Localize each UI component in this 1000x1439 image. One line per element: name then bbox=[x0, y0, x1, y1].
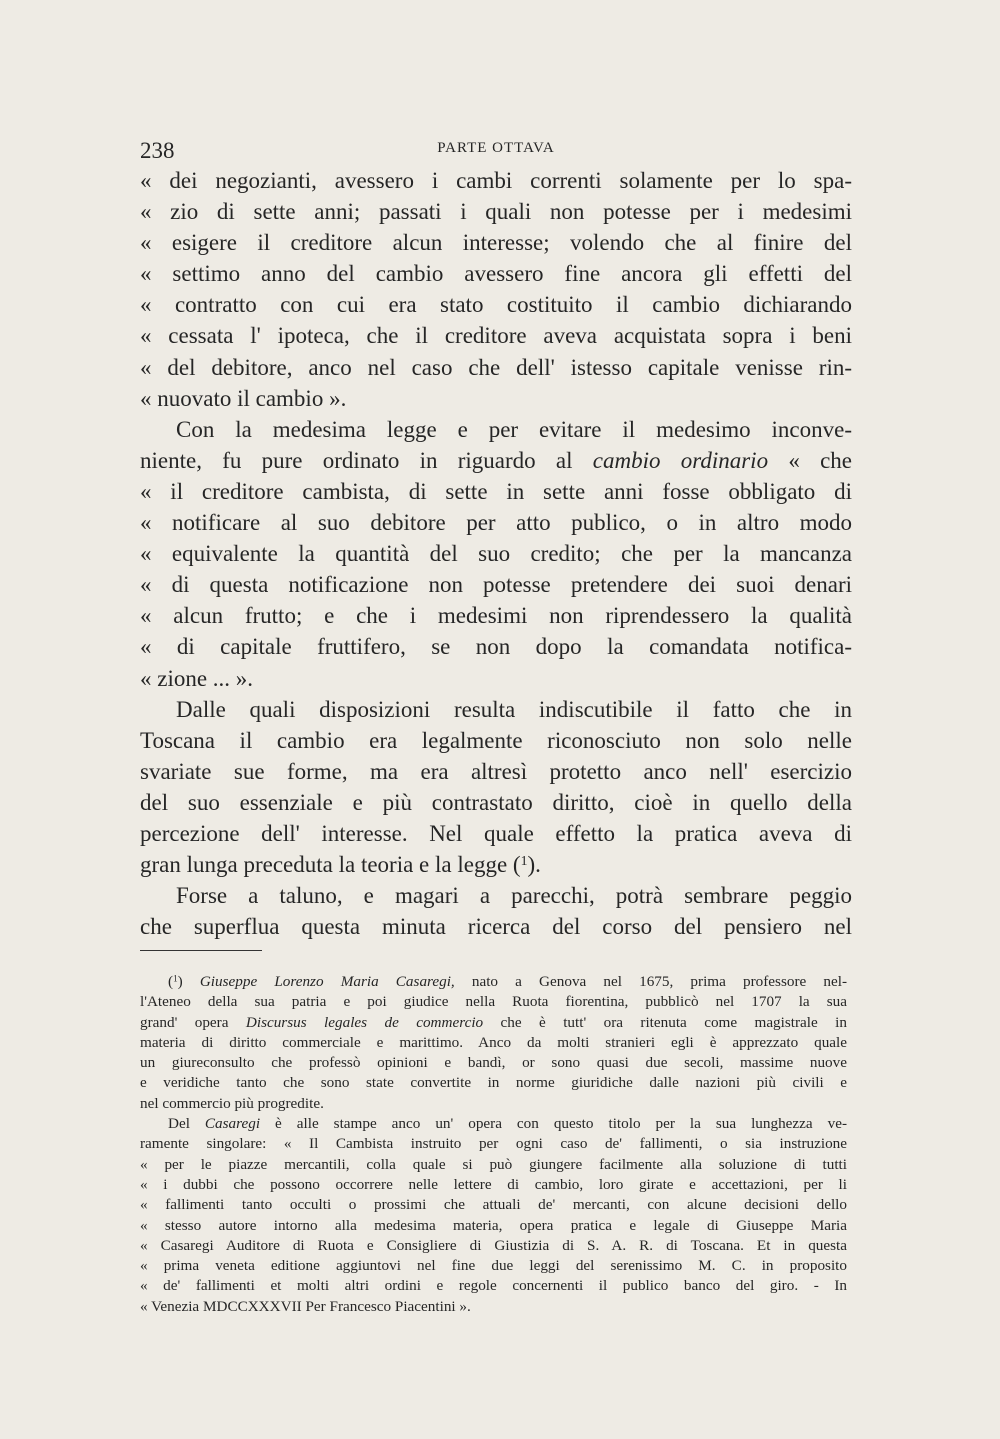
footnote-text-segment: è alle stampe anco un' opera con questo titolo per la sua lunghezza ve- bbox=[260, 1115, 847, 1133]
footnote-line: « Casaregi Auditore di Ruota e Consigliere di Giustizia di S. A. R. di Toscana. Et in questa bbox=[140, 1236, 847, 1254]
body-line: « nuovato il cambio ». bbox=[140, 385, 347, 411]
body-line: « di capitale fruttifero, se non dopo la comandata notifica- bbox=[140, 634, 852, 660]
footnote-reference: 1 bbox=[520, 853, 528, 869]
body-text-segment: gran lunga preceduta la teoria e la legge ( bbox=[140, 852, 521, 878]
page-header bbox=[140, 138, 852, 168]
footnote-line: « i dubbi che possono occorrere nelle lettere di cambio, loro girate e accettazioni, per li bbox=[140, 1175, 847, 1193]
footnote-line: nel commercio più progredite. bbox=[140, 1094, 324, 1112]
footnote-line: « stesso autore intorno alla medesima materia, opera pratica e legale di Giuseppe Maria bbox=[140, 1216, 847, 1234]
footnote-line: « Venezia MDCCXXXVII Per Francesco Piacentini ». bbox=[140, 1297, 471, 1315]
body-line: « equivalente la quantità del suo credito; che per la mancanza bbox=[140, 541, 852, 567]
body-line: « settimo anno del cambio avessero fine ancora gli effetti del bbox=[140, 261, 852, 287]
body-text-segment: niente, fu pure ordinato in riguardo al bbox=[140, 447, 573, 473]
body-line-mixed bbox=[140, 445, 852, 476]
footnote-line bbox=[140, 1114, 847, 1134]
body-line: « di questa notificazione non potesse pretendere dei suoi denari bbox=[140, 572, 852, 598]
italic-name: Giuseppe Lorenzo Maria Casaregi, bbox=[199, 973, 455, 990]
body-line: « zione ... ». bbox=[140, 665, 254, 691]
body-line: « contratto con cui era stato costituito il cambio dichiarando bbox=[140, 292, 852, 318]
page-number: 238 bbox=[140, 138, 175, 163]
footnote-line: materia di diritto commerciale e marittimo. Anco da molti stranieri egli è apprezzato quale bbox=[140, 1033, 847, 1051]
footnote-line: « prima veneta editione aggiuntovi nel fine due leggi del serenissimo M. C. in proposito bbox=[140, 1257, 847, 1275]
body-line: svariate sue forme, ma era altresì protetto anco nell' esercizio bbox=[140, 758, 852, 784]
body-line: « il creditore cambista, di sette in sette anni fosse obbligato di bbox=[140, 478, 852, 504]
italic-title: Discursus legales de commercio bbox=[245, 1013, 484, 1031]
body-line: percezione dell' interesse. Nel quale effetto la pratica aveva di bbox=[140, 820, 852, 846]
body-line: « esigere il creditore alcun interesse; volendo che al finire del bbox=[140, 230, 852, 256]
footnote-line: l'Ateneo della sua patria e poi giudice nella Ruota fiorentina, pubblicò nel 1707 la sua bbox=[140, 993, 847, 1011]
footnote-line: « per le piazze mercantili, colla quale si può giungere facilmente alla soluzione di tutti bbox=[140, 1155, 847, 1173]
body-line: « notificare al suo debitore per atto publico, o in altro modo bbox=[140, 510, 852, 536]
body-line: Toscana il cambio era legalmente riconosciuto non solo nelle bbox=[140, 727, 852, 753]
footnote-marker: 1 bbox=[173, 973, 178, 984]
footnote-text-segment: nato a Genova nel 1675, prima professore nel- bbox=[454, 973, 847, 990]
body-line: del suo essenziale e più contrastato diritto, cioè in quello della bbox=[140, 789, 852, 815]
footnote-text-segment: Del bbox=[168, 1115, 205, 1133]
body-line-mixed bbox=[140, 849, 852, 880]
footnote-line: ($^1$) Giuseppe Lorenzo Maria Casaregi, nato a Genova nel 1675, prima professore nel- bbox=[168, 973, 847, 990]
footnote-line: ramente singolare: « Il Cambista instruito per ogni caso de' fallimenti, o sia instruzione bbox=[140, 1135, 847, 1153]
body-line: Dalle quali disposizioni resulta indiscutibile il fatto che in bbox=[176, 696, 852, 722]
running-head: PARTE OTTAVA bbox=[437, 140, 555, 156]
footnote-text-segment: che è tutt' ora ritenuta come magistrale in bbox=[483, 1013, 847, 1031]
italic-term: cambio ordinario bbox=[592, 447, 769, 473]
body-line: che superflua questa minuta ricerca del corso del pensiero nel bbox=[140, 914, 852, 940]
footnote-text-segment: grand' opera bbox=[140, 1013, 246, 1031]
body-line: Forse a taluno, e magari a parecchi, potrà sembrare peggio bbox=[176, 883, 852, 909]
body-text bbox=[140, 165, 852, 942]
footnote-line bbox=[140, 1013, 847, 1033]
body-text-segment: ). bbox=[527, 852, 541, 878]
body-line: « alcun frutto; e che i medesimi non riprendessero la qualità bbox=[140, 603, 852, 629]
footnote-line: un giureconsulto che professò opinioni e bandì, or sono quasi due secoli, massime nuove bbox=[140, 1054, 847, 1072]
body-line: « cessata l' ipoteca, che il creditore aveva acquistata sopra i beni bbox=[140, 323, 852, 349]
footnote-line: « fallimenti tanto occulti o prossimi che attuali de' mercanti, con alcune decisioni dello bbox=[140, 1196, 847, 1214]
body-line: « del debitore, anco nel caso che dell' istesso capitale venisse rin- bbox=[140, 354, 852, 380]
footnote-line: e veridiche tanto che sono state convertite in norme giuridiche dalle nazioni più civili e bbox=[140, 1074, 847, 1092]
body-line: « zio di sette anni; passati i quali non potesse per i medesimi bbox=[140, 199, 852, 225]
footnote-separator bbox=[140, 950, 262, 951]
body-line: « dei negozianti, avessero i cambi correnti solamente per lo spa- bbox=[140, 168, 852, 193]
body-text-segment: « che bbox=[768, 447, 852, 473]
footnote-line: « de' fallimenti et molti altri ordini e regole concernenti il publico banco del giro. - In bbox=[140, 1277, 847, 1295]
italic-name: Casaregi bbox=[204, 1115, 261, 1133]
body-line: Con la medesima legge e per evitare il medesimo inconve- bbox=[176, 416, 852, 442]
footnotes bbox=[140, 972, 847, 1317]
